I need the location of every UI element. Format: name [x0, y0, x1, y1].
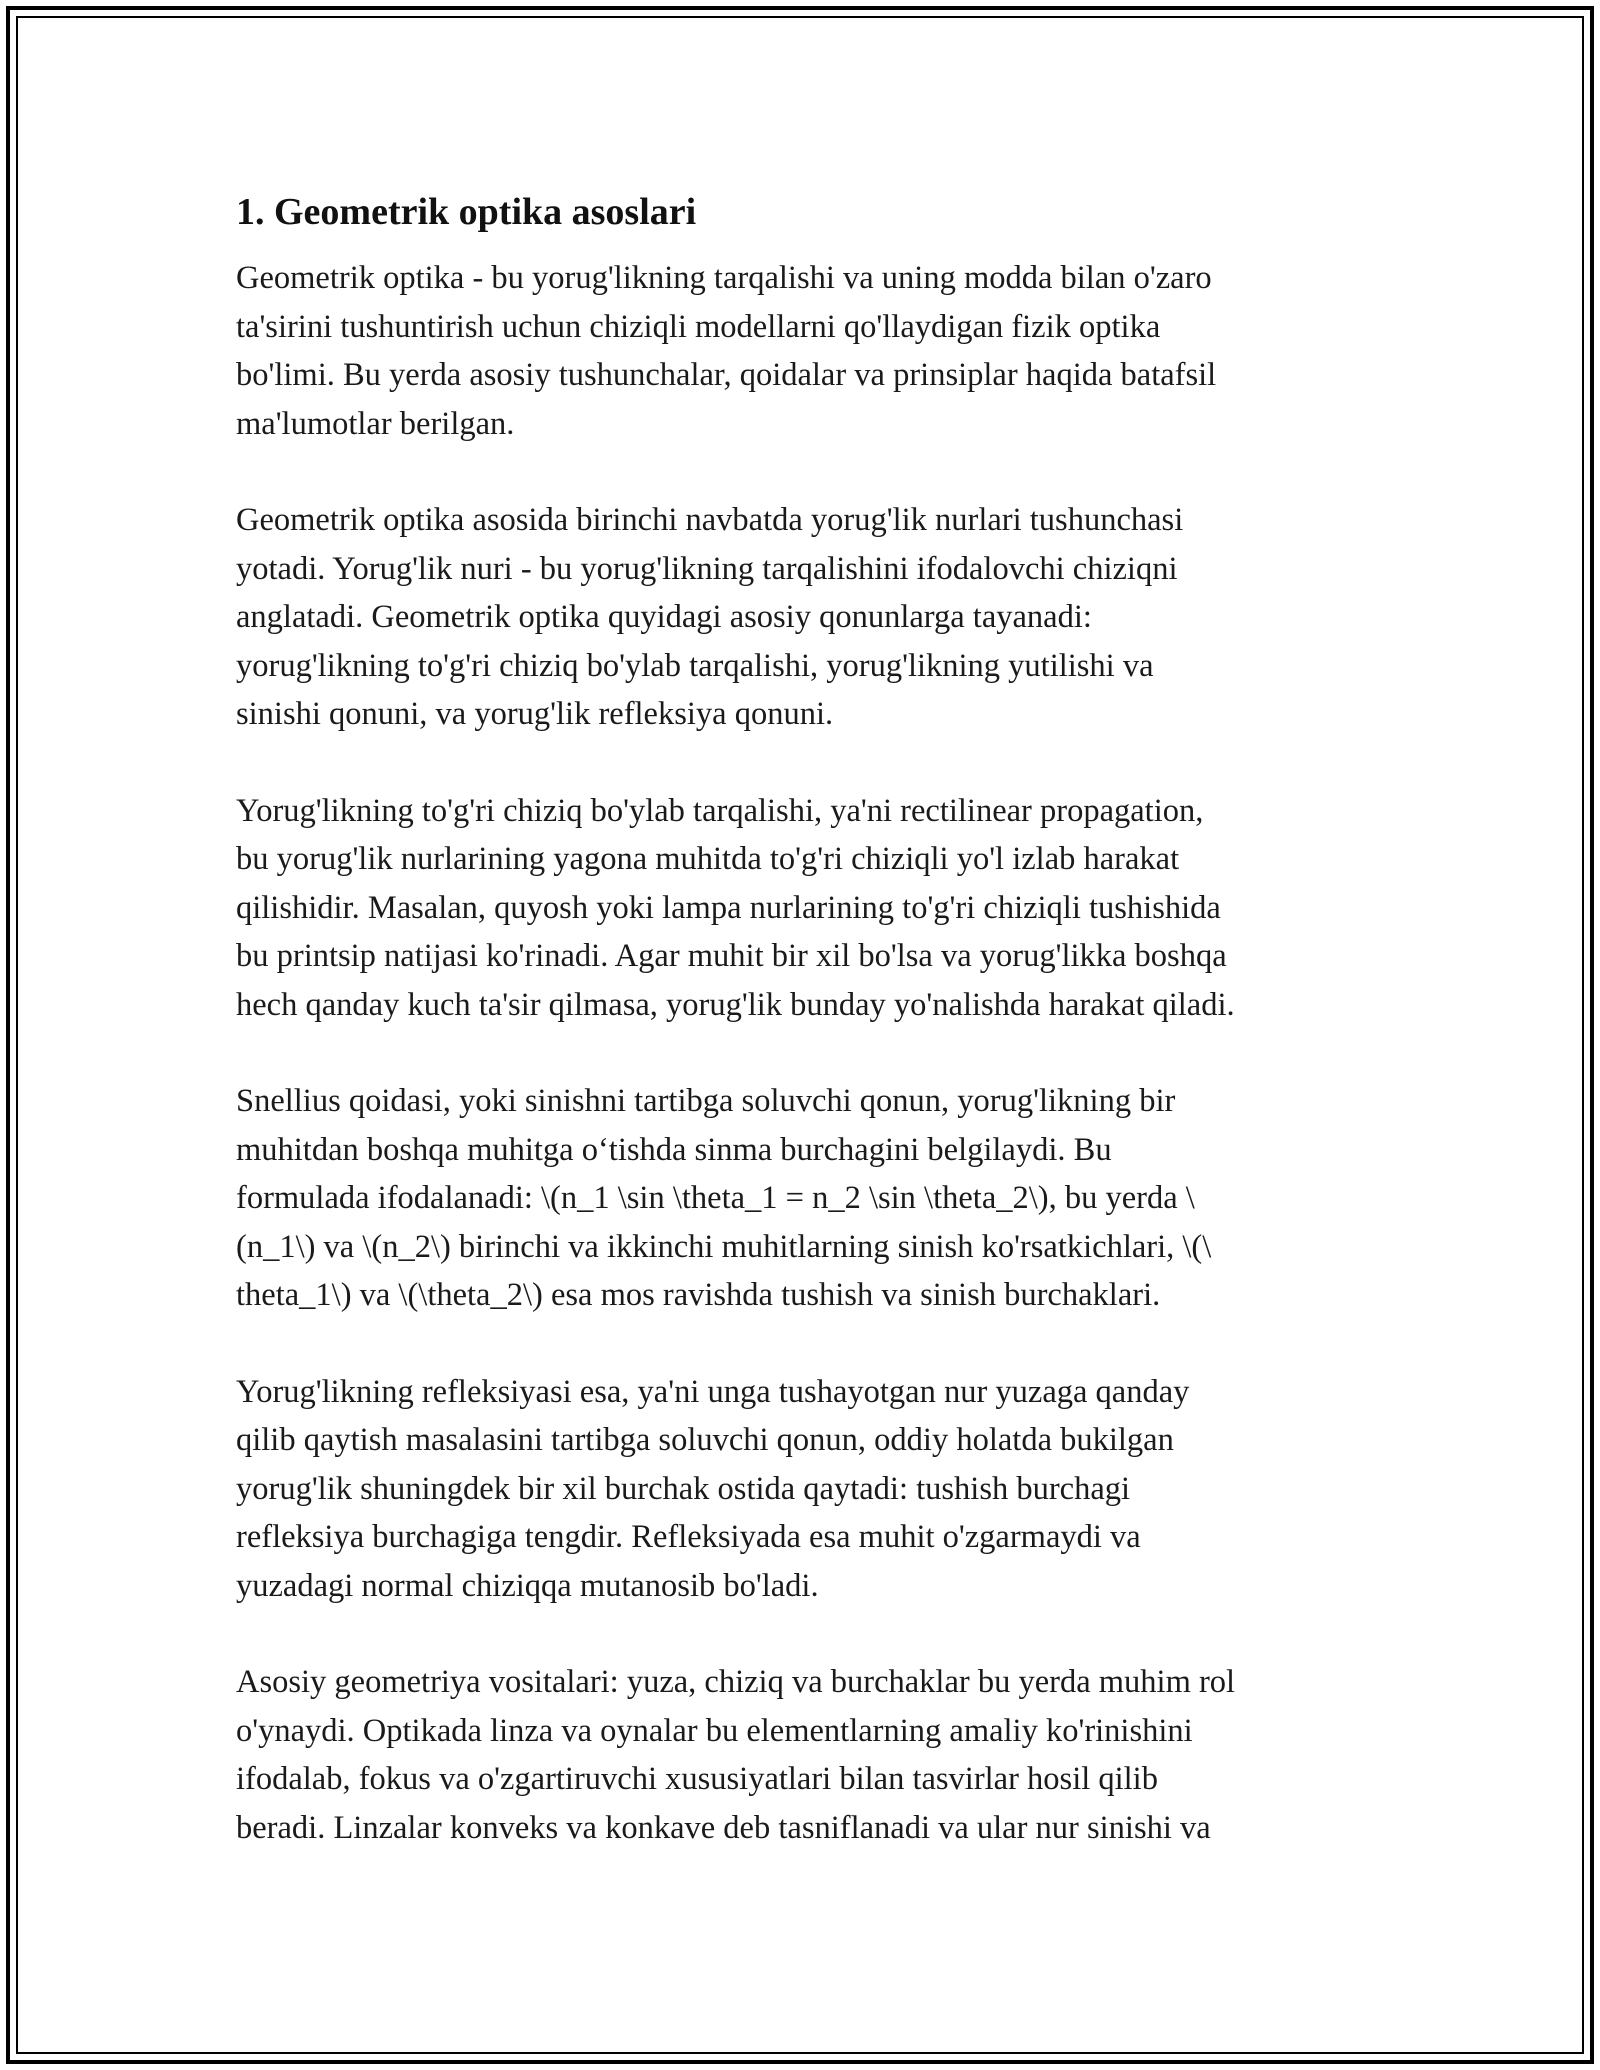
text-line: theta_1\) va \(\theta_2\) esa mos ravishda tushish va sinish burchaklari.	[236, 1277, 1161, 1313]
text-line: anglatadi. Geometrik optika quyidagi asosiy qonunlarga tayanadi:	[236, 599, 1092, 635]
paragraph	[236, 787, 1366, 1030]
paragraph	[236, 1368, 1366, 1611]
paragraph	[236, 254, 1366, 448]
text-line: Yorug'likning to'g'ri chiziq bo'ylab tarqalishi, ya'ni rectilinear propagation,	[236, 792, 1204, 829]
text-line: qilishidir. Masalan, quyosh yoki lampa nurlarining to'g'ri chiziqli tushishida	[236, 889, 1221, 926]
text-line: Snellius qoidasi, yoki sinishni tartibga soluvchi qonun, yorug'likning bir	[236, 1083, 1176, 1119]
text-line: (n_1\) va \(n_2\) birinchi va ikkinchi muhitlarning sinish ko'rsatkichlari, \(\	[236, 1228, 1212, 1265]
text-line: qilib qaytish masalasini tartibga soluvchi qonun, oddiy holatda bukilgan	[236, 1422, 1174, 1458]
text-line: o'ynaydi. Optikada linza va oynalar bu elementlarning amaliy ko'rinishini	[236, 1712, 1193, 1749]
text-line: bu printsip natijasi ko'rinadi. Agar muhit bir xil bo'lsa va yorug'likka boshqa	[236, 938, 1227, 974]
section-heading: 1. Geometrik optika asoslari	[236, 191, 697, 233]
text-line: Asosiy geometriya vositalari: yuza, chiziq va burchaklar bu yerda muhim rol	[236, 1664, 1236, 1700]
paragraph	[236, 1077, 1366, 1320]
text-line: formulada ifodalanadi: \(n_1 \sin \theta_1 = n_2 \sin \theta_2\), bu yerda \	[236, 1180, 1195, 1216]
document-body	[236, 186, 1366, 1900]
text-line: Yorug'likning refleksiyasi esa, ya'ni unga tushayotgan nur yuzaga qanday	[236, 1373, 1190, 1410]
text-line: hech qanday kuch ta'sir qilmasa, yorug'lik bunday yo'nalishda harakat qiladi.	[236, 986, 1235, 1023]
text-line: yuzadagi normal chiziqqa mutanosib bo'ladi.	[236, 1567, 819, 1604]
text-line: sinishi qonuni, va yorug'lik refleksiya qonuni.	[236, 696, 834, 732]
text-line: Geometrik optika asosida birinchi navbatda yorug'lik nurlari tushunchasi	[236, 502, 1184, 538]
text-line: beradi. Linzalar konveks va konkave deb tasniflanadi va ular nur sinishi va	[236, 1809, 1211, 1846]
text-line: yorug'lik shuningdek bir xil burchak ostida qaytadi: tushish burchagi	[236, 1470, 1131, 1507]
text-line: ifodalab, fokus va o'zgartiruvchi xususiyatlari bilan tasvirlar hosil qilib	[236, 1761, 1158, 1797]
paragraph	[236, 496, 1366, 739]
paragraph-list	[236, 254, 1366, 1852]
text-line: ta'sirini tushuntirish uchun chiziqli modellarni qo'llaydigan fizik optika	[236, 308, 1161, 345]
text-line: ma'lumotlar berilgan.	[236, 405, 515, 442]
text-line: refleksiya burchagiga tengdir. Refleksiyada esa muhit o'zgarmaydi va	[236, 1519, 1141, 1555]
text-line: muhitdan boshqa muhitga o‘tishda sinma burchagini belgilaydi. Bu	[236, 1131, 1112, 1168]
text-line: bu yorug'lik nurlarining yagona muhitda to'g'ri chiziqli yo'l izlab harakat	[236, 841, 1180, 877]
text-line: bo'limi. Bu yerda asosiy tushunchalar, qoidalar va prinsiplar haqida batafsil	[236, 357, 1217, 393]
text-line: yotadi. Yorug'lik nuri - bu yorug'likning tarqalishini ifodalovchi chiziqni	[236, 550, 1178, 587]
paragraph	[236, 1658, 1366, 1852]
text-line: Geometrik optika - bu yorug'likning tarqalishi va uning modda bilan o'zaro	[236, 260, 1212, 296]
text-line: yorug'likning to'g'ri chiziq bo'ylab tarqalishi, yorug'likning yutilishi va	[236, 647, 1154, 684]
